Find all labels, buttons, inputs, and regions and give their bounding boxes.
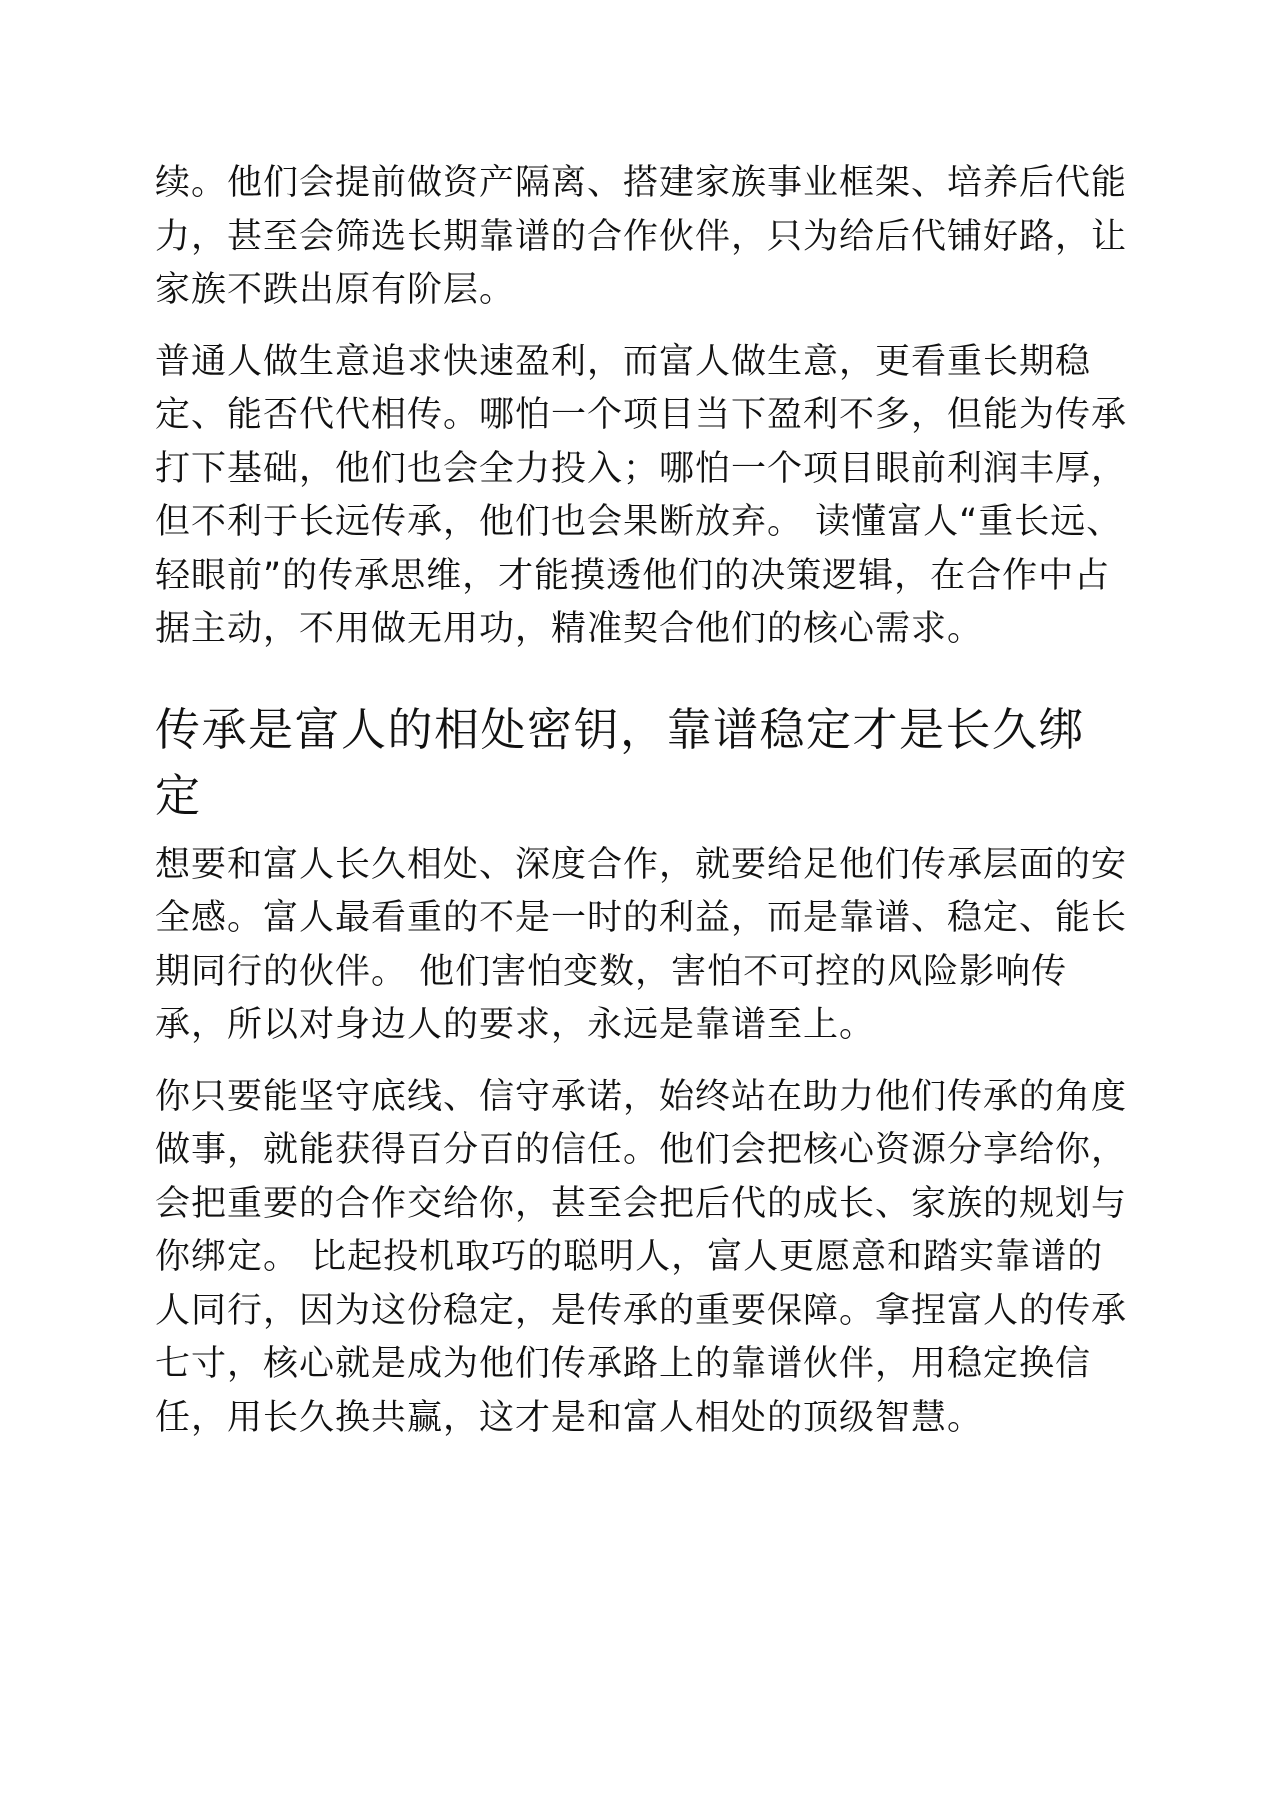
paragraph-continuation: 续。他们会提前做资产隔离、搭建家族事业框架、培养后代能力，甚至会筛选长期靠谱的合作伙伴，只为给后代铺好路，让家族不跌出原有阶层。 [155,163,1128,310]
heading-spacer [155,829,1130,839]
paragraph-spacer [155,318,1130,336]
section-heading: 传承是富人的相处密钥，靠谱稳定才是长久绑定 [155,702,1086,822]
article-body [155,157,1130,1445]
section-spacer [155,657,1130,697]
paragraph-trust: 你只要能坚守底线、信守承诺，始终站在助力他们传承的角度做事，就能获得百分百的信任。他们会把核心资源分享给你，会把重要的合作交给你，甚至会把后代的成长、家族的规划与你绑定。 比起投机取巧的聪明人，富人更愿意和踏实靠谱的人同行，因为这份稳定，是传承的重要保障。拿捏富人的传承七寸，核心就是成为他们传承路上的靠谱伙伴，用稳定换信任，用长久换共赢，这才是和富人相处的顶级智慧。 [155,1076,1128,1438]
paragraph-business-mindset: 普通人做生意追求快速盈利，而富人做生意，更看重长期稳定、能否代代相传。哪怕一个项目当下盈利不多，但能为传承打下基础，他们也会全力投入；哪怕一个项目眼前利润丰厚，但不利于长远传承，他们也会果断放弃。 读懂富人“重长远、轻眼前”的传承思维，才能摸透他们的决策逻辑，在合作中占据主动，不用做无用功，精准契合他们的核心需求。 [155,341,1128,649]
paragraph-spacer [155,1053,1130,1071]
paragraph-security: 想要和富人长久相处、深度合作，就要给足他们传承层面的安全感。富人最看重的不是一时的利益，而是靠谱、稳定、能长期同行的伙伴。 他们害怕变数，害怕不可控的风险影响传承，所以对身边人的要求，永远是靠谱至上。 [155,844,1128,1045]
